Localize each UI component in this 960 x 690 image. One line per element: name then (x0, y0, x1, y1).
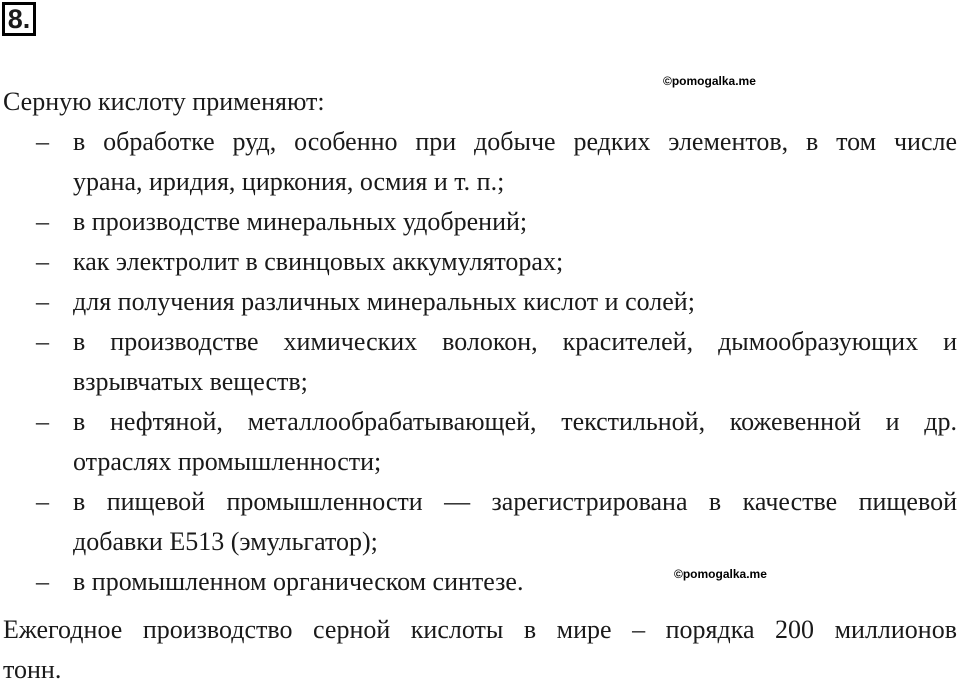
list-item-line: как электролит в свинцовых аккумуляторах; (73, 247, 564, 276)
list-item-line: в обработке руд, особенно при добыче редких элементов, в том числе (73, 127, 957, 156)
list-item-line: урана, иридия, циркония, осмия и т. п.; (73, 167, 505, 196)
usage-list (0, 122, 960, 602)
list-item-line: в нефтяной, металлообрабатывающей, текстильной, кожевенной и др. (73, 407, 957, 436)
list-item-line: взрывчатых веществ; (73, 367, 308, 396)
list-item-line: добавки E513 (эмульгатор); (73, 527, 378, 556)
list-item-line: отраслях промышленности; (73, 447, 382, 476)
list-dash: – (36, 287, 49, 316)
list-dash: – (36, 207, 49, 236)
watermark: ©pomogalka.me (663, 74, 756, 88)
list-item (0, 122, 957, 202)
list-item-line: в производстве химических волокон, красителей, дымообразующих и (73, 327, 957, 356)
list-dash: – (36, 127, 49, 156)
list-item (0, 202, 957, 242)
watermark: ©pomogalka.me (674, 567, 767, 581)
list-item (0, 402, 957, 482)
list-item-line: в производстве минеральных удобрений; (73, 207, 528, 236)
list-dash: – (36, 247, 49, 276)
list-dash: – (36, 487, 49, 516)
list-item (0, 282, 957, 322)
list-item (0, 562, 957, 602)
list-item (0, 322, 957, 402)
list-dash: – (36, 567, 49, 596)
list-item-line: в пищевой промышленности — зарегистрирована в качестве пищевой (73, 487, 957, 516)
list-item (0, 482, 957, 562)
outro-text (3, 610, 959, 650)
list-dash: – (36, 327, 49, 356)
intro-text: Серную кислоту применяют: (3, 87, 325, 116)
list-dash: – (36, 407, 49, 436)
list-item-line: для получения различных минеральных кислот и солей; (73, 287, 695, 316)
list-item (0, 242, 957, 282)
outro-text: тонн. (3, 655, 62, 684)
list-item-line: в промышленном органическом синтезе. (73, 567, 524, 596)
outro-line: Ежегодное производство серной кислоты в мире – порядка 200 миллионов (3, 615, 957, 644)
exercise-number: 8. (2, 2, 36, 36)
